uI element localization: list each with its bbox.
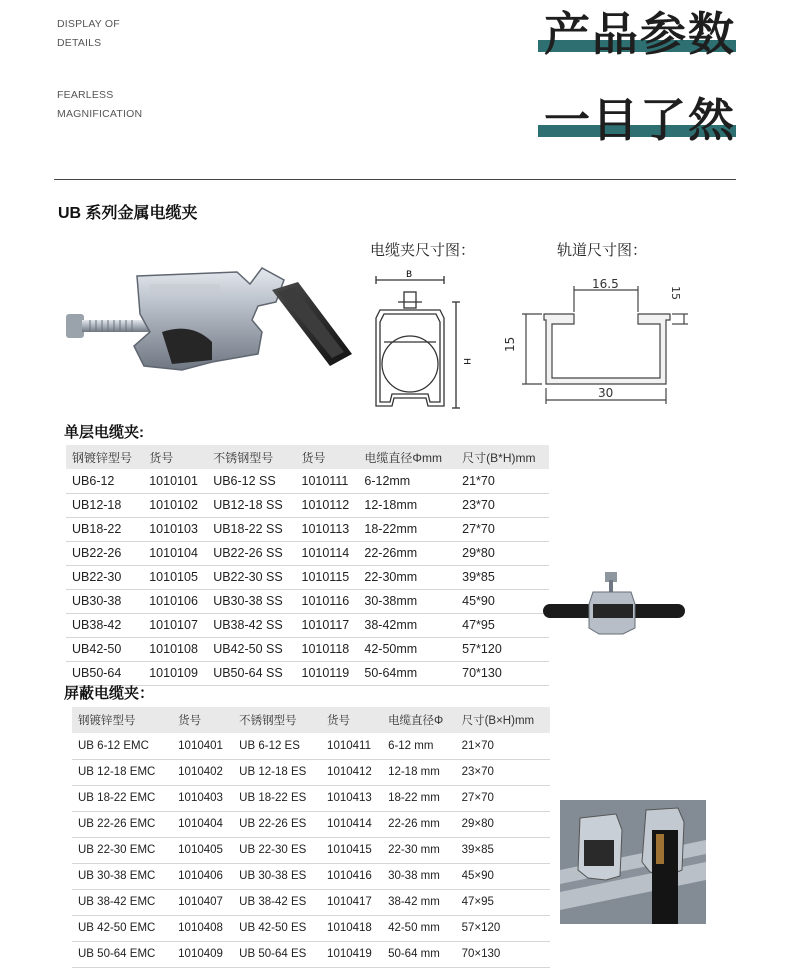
table-cell: 70×130 (456, 941, 550, 967)
table-cell: 21×70 (456, 733, 550, 759)
table-row (72, 733, 550, 759)
column-header: 尺寸(B×H)mm (456, 707, 550, 733)
table-cell: UB22-30 SS (207, 565, 295, 589)
table-cell: 1010402 (172, 759, 233, 785)
table-row (66, 613, 549, 637)
table-row (66, 541, 549, 565)
table-cell: 22-30mm (358, 565, 456, 589)
table-cell: 57×120 (456, 915, 550, 941)
table-cell: 1010419 (321, 941, 382, 967)
table-cell: 1010103 (143, 517, 207, 541)
table-cell: 1010119 (296, 661, 359, 685)
table-cell: UB12-18 SS (207, 493, 295, 517)
column-header: 不锈钢型号 (233, 707, 321, 733)
table-cell: UB18-22 (66, 517, 143, 541)
table-cell: 1010104 (143, 541, 207, 565)
table-cell: UB6-12 (66, 469, 143, 493)
table-row (72, 837, 550, 863)
table-cell: 1010109 (143, 661, 207, 685)
column-header: 电缆直径Φmm (358, 445, 456, 469)
table-cell: UB 30-38 EMC (72, 863, 172, 889)
table-row (66, 517, 549, 541)
table-cell: 21*70 (456, 469, 549, 493)
table-cell: UB 12-18 EMC (72, 759, 172, 785)
table-cell: UB 22-26 EMC (72, 811, 172, 837)
single-layer-table-wrap (66, 445, 549, 680)
table-cell: 22-26 mm (382, 811, 456, 837)
table-cell: 29*80 (456, 541, 549, 565)
table-cell: UB 22-26 ES (233, 811, 321, 837)
section-title: UB 系列金属电缆夹 (58, 205, 198, 222)
table-cell: 29×80 (456, 811, 550, 837)
table-cell: UB 18-22 ES (233, 785, 321, 811)
table-cell: UB 22-30 EMC (72, 837, 172, 863)
column-header: 钢镀锌型号 (72, 707, 172, 733)
table-cell: 39*85 (456, 565, 549, 589)
table-row (66, 469, 549, 493)
table-cell: 1010407 (172, 889, 233, 915)
column-header: 尺寸(B*H)mm (456, 445, 549, 469)
en-label-line: DETAILS (57, 37, 102, 49)
table-cell: 1010116 (296, 589, 359, 613)
table-cell: 1010111 (296, 469, 359, 493)
table-row (66, 493, 549, 517)
table-cell: UB 38-42 EMC (72, 889, 172, 915)
table-row (72, 863, 550, 889)
table-row (66, 589, 549, 613)
table-cell: 23*70 (456, 493, 549, 517)
table-row (72, 915, 550, 941)
table-cell: 1010415 (321, 837, 382, 863)
single-layer-table (66, 445, 549, 686)
table-cell: 50-64 mm (382, 941, 456, 967)
rail-dim-height: 15 (503, 336, 517, 352)
table-cell: UB 30-38 ES (233, 863, 321, 889)
clamp-h-label: H (461, 358, 471, 365)
table-cell: 27×70 (456, 785, 550, 811)
table-cell: 45×90 (456, 863, 550, 889)
clamp-on-cable-photo (543, 570, 685, 642)
table-cell: UB6-12 SS (207, 469, 295, 493)
rail-drawing-caption: 轨道尺寸图： (557, 242, 648, 259)
table-cell: 1010413 (321, 785, 382, 811)
table-cell: UB 42-50 ES (233, 915, 321, 941)
table-cell: 42-50 mm (382, 915, 456, 941)
table-cell: UB38-42 (66, 613, 143, 637)
table-cell: UB 6-12 EMC (72, 733, 172, 759)
table-cell: 38-42mm (358, 613, 456, 637)
table-cell: UB42-50 SS (207, 637, 295, 661)
table-cell: 1010411 (321, 733, 382, 759)
table-cell: UB30-38 (66, 589, 143, 613)
table-cell: UB50-64 (66, 661, 143, 685)
rail-dim-top: 16.5 (592, 277, 619, 291)
table-cell: 12-18 mm (382, 759, 456, 785)
table-cell: 47×95 (456, 889, 550, 915)
rail-dimension-drawing (503, 268, 688, 408)
column-header: 不锈钢型号 (207, 445, 295, 469)
en-label-line: FEARLESS (57, 89, 114, 101)
en-label-line: MAGNIFICATION (57, 108, 143, 120)
table-header-row (66, 445, 549, 469)
table-cell: UB 18-22 EMC (72, 785, 172, 811)
table-cell: 1010106 (143, 589, 207, 613)
clamp-dimension-drawing (368, 266, 478, 416)
table-cell: 30-38mm (358, 589, 456, 613)
table-cell: UB 42-50 EMC (72, 915, 172, 941)
shielded-table (72, 707, 550, 968)
column-header: 货号 (172, 707, 233, 733)
table-row (66, 565, 549, 589)
table-cell: UB30-38 SS (207, 589, 295, 613)
shielded-clamp-photo (560, 800, 706, 924)
table-cell: 1010107 (143, 613, 207, 637)
rail-dim-lip: 15 (669, 286, 682, 300)
table-cell: 50-64mm (358, 661, 456, 685)
table-cell: 1010108 (143, 637, 207, 661)
table-cell: UB22-26 SS (207, 541, 295, 565)
table-cell: UB12-18 (66, 493, 143, 517)
single-layer-title: 单层电缆夹: (64, 424, 144, 441)
header-divider (54, 179, 736, 180)
table-cell: 1010113 (296, 517, 359, 541)
table-cell: 30-38 mm (382, 863, 456, 889)
table-cell: 6-12 mm (382, 733, 456, 759)
table-cell: 70*130 (456, 661, 549, 685)
table-row (72, 941, 550, 967)
table-cell: 1010405 (172, 837, 233, 863)
table-cell: 1010412 (321, 759, 382, 785)
table-cell: 1010117 (296, 613, 359, 637)
fearless-magnification-label (57, 86, 142, 124)
table-cell: 12-18mm (358, 493, 456, 517)
page-title-line1: 产品参数 (544, 7, 736, 61)
table-cell: 1010416 (321, 863, 382, 889)
table-cell: UB22-30 (66, 565, 143, 589)
table-cell: UB42-50 (66, 637, 143, 661)
table-cell: UB 38-42 ES (233, 889, 321, 915)
column-header: 电缆直径Φ (382, 707, 456, 733)
table-cell: UB22-26 (66, 541, 143, 565)
table-cell: 1010105 (143, 565, 207, 589)
table-cell: 1010417 (321, 889, 382, 915)
clamp-drawing-caption: 电缆夹尺寸图： (370, 242, 476, 259)
table-cell: UB50-64 SS (207, 661, 295, 685)
rail-dim-width: 30 (598, 386, 614, 400)
column-header: 货号 (296, 445, 359, 469)
column-header: 货号 (143, 445, 207, 469)
table-cell: 1010115 (296, 565, 359, 589)
display-of-details-label (57, 15, 120, 53)
table-cell: 18-22 mm (382, 785, 456, 811)
table-cell: 22-26mm (358, 541, 456, 565)
table-cell: 22-30 mm (382, 837, 456, 863)
table-cell: 1010114 (296, 541, 359, 565)
clamp-product-photo (62, 262, 362, 390)
table-cell: 57*120 (456, 637, 549, 661)
table-cell: 38-42 mm (382, 889, 456, 915)
table-cell: 6-12mm (358, 469, 456, 493)
en-label-line: DISPLAY OF (57, 18, 120, 30)
table-cell: UB 50-64 EMC (72, 941, 172, 967)
table-cell: 1010404 (172, 811, 233, 837)
table-row (72, 759, 550, 785)
table-cell: 39×85 (456, 837, 550, 863)
table-cell: 18-22mm (358, 517, 456, 541)
column-header: 钢镀锌型号 (66, 445, 143, 469)
table-cell: UB 50-64 ES (233, 941, 321, 967)
table-row (72, 785, 550, 811)
table-cell: 45*90 (456, 589, 549, 613)
table-cell: 42-50mm (358, 637, 456, 661)
table-cell: 47*95 (456, 613, 549, 637)
table-cell: 1010408 (172, 915, 233, 941)
table-cell: 1010102 (143, 493, 207, 517)
table-cell: 27*70 (456, 517, 549, 541)
clamp-b-label: B (406, 270, 413, 280)
table-cell: UB38-42 SS (207, 613, 295, 637)
table-cell: 1010414 (321, 811, 382, 837)
table-cell: UB 22-30 ES (233, 837, 321, 863)
table-cell: 23×70 (456, 759, 550, 785)
column-header: 货号 (321, 707, 382, 733)
table-cell: 1010401 (172, 733, 233, 759)
table-cell: 1010418 (321, 915, 382, 941)
table-cell: 1010403 (172, 785, 233, 811)
table-cell: 1010409 (172, 941, 233, 967)
table-header-row (72, 707, 550, 733)
table-row (72, 811, 550, 837)
table-cell: 1010118 (296, 637, 359, 661)
table-cell: UB 12-18 ES (233, 759, 321, 785)
table-cell: UB 6-12 ES (233, 733, 321, 759)
table-row (66, 637, 549, 661)
table-cell: UB18-22 SS (207, 517, 295, 541)
table-cell: 1010112 (296, 493, 359, 517)
table-row (72, 889, 550, 915)
table-cell: 1010101 (143, 469, 207, 493)
table-cell: 1010406 (172, 863, 233, 889)
page-title-line2: 一目了然 (544, 93, 736, 147)
shielded-title: 屏蔽电缆夹： (64, 685, 155, 702)
